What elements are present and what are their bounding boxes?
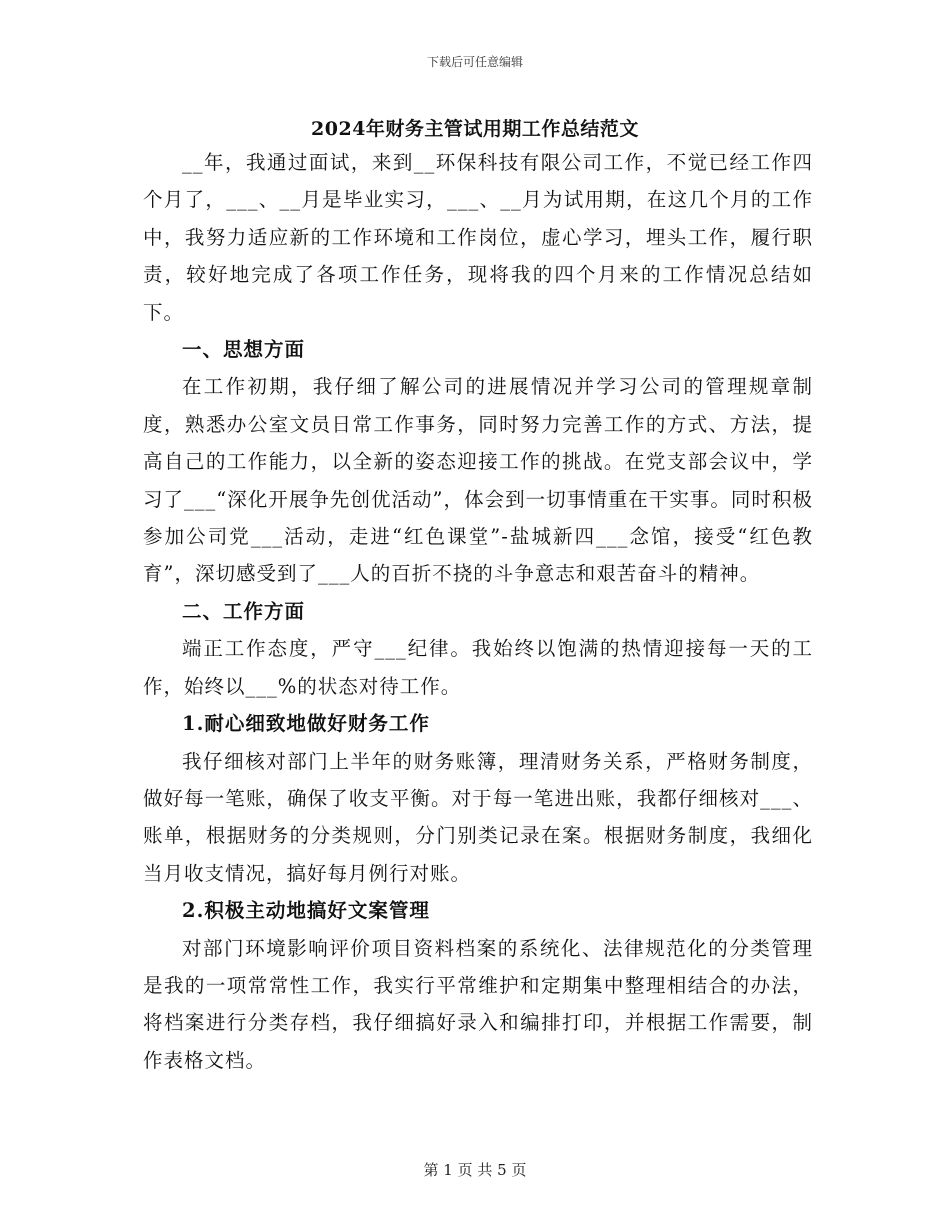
- paragraph-ideology: 在工作初期，我仔细了解公司的进展情况并学习公司的管理规章制度，熟悉办公室文员日常工作事务，同时努力完善工作的方式、方法，提高自己的工作能力，以全新的姿态迎接工作的挑战。在党支部会议中，学习了___“深化开展争先创优活动”，体会到一切事情重在干实事。同时积极参加公司党___活动，走进“红色课堂”-盐城新四___念馆，接受“红色教育”，深切感受到了___人的百折不挠的斗争意志和艰苦奋斗的精神。: [143, 375, 813, 586]
- subheading-documents: 2.积极主动地搞好文案管理: [182, 899, 430, 923]
- page-number: 第 1 页 共 5 页: [423, 1161, 527, 1179]
- subheading-finance: 1.耐心细致地做好财务工作: [182, 712, 430, 736]
- paragraph-intro: __年，我通过面试，来到__环保科技有限公司工作，不觉已经工作四个月了，___、__月是毕业实习，___、__月为试用期，在这几个月的工作中，我努力适应新的工作环境和工作岗位，虚心学习，埋头工作，履行职责，较好地完成了各项工作任务，现将我的四个月来的工作情况总结如下。: [143, 151, 813, 324]
- page-header: 下载后可任意编辑: [426, 55, 523, 69]
- section-heading-ideology: 一、思想方面: [182, 338, 306, 362]
- document-title: 2024年财务主管试用期工作总结范文: [311, 118, 639, 140]
- section-heading-work: 二、工作方面: [182, 599, 306, 623]
- paragraph-work: 端正工作态度，严守___纪律。我始终以饱满的热情迎接每一天的工作，始终以___%的状态对待工作。: [143, 637, 813, 698]
- document-body: [143, 144, 813, 1079]
- paragraph-documents: 对部门环境影响评价项目资料档案的系统化、法律规范化的分类管理是我的一项常常性工作，我实行平常维护和定期集中整理相结合的办法，将档案进行分类存档，我仔细搞好录入和编排打印，并根据工作需要，制作表格文档。: [143, 936, 813, 1072]
- paragraph-finance: 我仔细核对部门上半年的财务账簿，理清财务关系，严格财务制度，做好每一笔账，确保了收支平衡。对于每一笔进出账，我都仔细核对___、账单，根据财务的分类规则，分门别类记录在案。根据财务制度，我细化当月收支情况，搞好每月例行对账。: [143, 749, 813, 885]
